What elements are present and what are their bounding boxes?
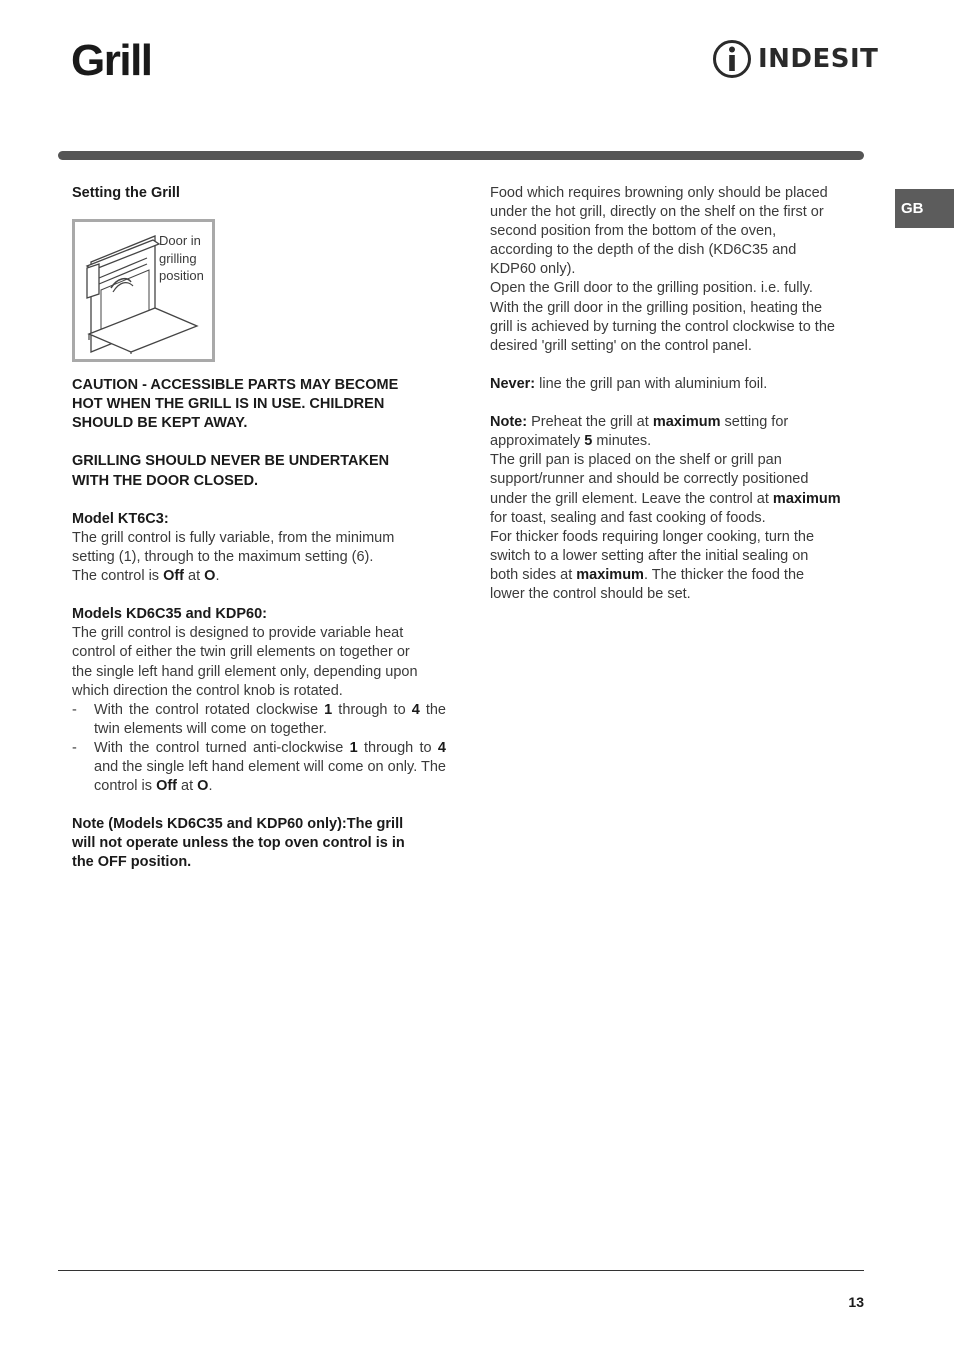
- o-label: O: [204, 568, 216, 585]
- setting-number: 4: [437, 739, 446, 756]
- preheat-note: [490, 413, 866, 432]
- preheat-note-line: [490, 432, 866, 451]
- text-span: and the single left hand element will come on only. The control is: [94, 758, 446, 795]
- models-note: [72, 815, 446, 872]
- never-label: Never:: [490, 375, 536, 392]
- text-span: .: [208, 778, 213, 795]
- maximum-label: maximum: [576, 566, 644, 583]
- note-label: Note:: [490, 414, 528, 431]
- figure-caption-line: Door in: [159, 233, 201, 249]
- kd-line: control of either the twin grill elements on together or: [72, 644, 410, 661]
- caution-warning: [72, 376, 446, 433]
- caution-line: CAUTION - ACCESSIBLE PARTS MAY BECOME: [72, 377, 399, 394]
- maximum-label: maximum: [652, 414, 721, 431]
- para-line: KDP60 only).: [490, 261, 576, 278]
- page-number: 13: [848, 1294, 864, 1310]
- note-line: Note (Models KD6C35 and KDP60 only):The grill: [72, 816, 404, 833]
- kd6c35-heading: Models KD6C35 and KDP60:: [72, 606, 267, 623]
- text-span: minutes.: [592, 433, 652, 450]
- text-span: The control is: [72, 568, 164, 585]
- kt6c3-control-line: [72, 567, 446, 586]
- grilling-warning: [72, 452, 446, 490]
- text-span: through to: [357, 739, 438, 756]
- para-line: according to the depth of the dish (KD6C35 and: [490, 242, 797, 259]
- caution-line: SHOULD BE KEPT AWAY.: [72, 415, 248, 432]
- pan-line: The grill pan is placed on the shelf or grill pan: [490, 452, 782, 469]
- left-column: [72, 184, 446, 873]
- list-item: [72, 739, 446, 796]
- kt6c3-line: setting (1), through to the maximum setting (6).: [72, 548, 374, 565]
- kd-line: the single left hand grill element only, depending upon: [72, 663, 418, 680]
- kt6c3-line: The grill control is fully variable, from the minimum: [72, 529, 395, 546]
- off-label: Off: [156, 778, 177, 795]
- text-span: under the grill element. Leave the control at: [490, 490, 773, 507]
- para-line: second position from the bottom of the oven,: [490, 223, 777, 240]
- header-divider: [58, 151, 864, 160]
- text-span: With the control turned anti-clockwise: [94, 739, 350, 756]
- text-span: With the control rotated clockwise: [94, 701, 325, 718]
- para-line: Open the Grill door to the grilling position. i.e. fully.: [490, 280, 813, 297]
- thick-line: For thicker foods requiring longer cooking, turn the: [490, 528, 815, 545]
- text-span: . The thicker the food the: [643, 566, 805, 583]
- text-span: both sides at: [490, 566, 577, 583]
- para-line: under the hot grill, directly on the shelf on the first or: [490, 204, 824, 221]
- pan-line: [490, 490, 866, 509]
- figure-caption: [159, 232, 204, 285]
- minutes-value: 5: [584, 433, 593, 450]
- para-line: grill is achieved by turning the control clockwise to the: [490, 318, 835, 335]
- text-span: through to: [332, 701, 412, 718]
- page-title: Grill: [71, 36, 152, 85]
- list-item: [72, 701, 446, 739]
- kd-line: The grill control is designed to provide variable heat: [72, 625, 404, 642]
- figure-caption-line: position: [159, 268, 204, 284]
- kd-line: which direction the control knob is rotated.: [72, 682, 343, 699]
- text-span: .: [215, 568, 220, 585]
- text-span: at: [184, 568, 205, 585]
- text-span: the twin elements will come on together.: [94, 701, 446, 737]
- figure-caption-line: grilling: [159, 250, 197, 266]
- indesit-logo-icon: [712, 38, 752, 80]
- off-label: Off: [163, 568, 185, 585]
- right-column: [490, 184, 866, 604]
- brand-logo: [712, 38, 878, 80]
- language-tab: GB: [895, 189, 954, 228]
- maximum-label: maximum: [772, 490, 841, 507]
- grilling-line: GRILLING SHOULD NEVER BE UNDERTAKEN: [72, 453, 390, 470]
- never-warning: [490, 375, 866, 394]
- setting-number: 1: [349, 739, 358, 756]
- para-line: Food which requires browning only should be placed: [490, 185, 828, 201]
- setting-number: 1: [324, 701, 333, 718]
- o-label: O: [197, 778, 209, 795]
- para-line: desired 'grill setting' on the control panel.: [490, 337, 752, 354]
- thick-line: [490, 566, 866, 585]
- footer-divider: [58, 1270, 864, 1271]
- pan-line: for toast, sealing and fast cooking of foods.: [490, 509, 766, 526]
- note-line: will not operate unless the top oven control is in: [72, 835, 405, 852]
- grill-door-figure: [72, 219, 215, 362]
- kt6c3-heading: Model KT6C3:: [72, 510, 169, 527]
- text-span: approximately: [490, 433, 585, 450]
- grilling-line: WITH THE DOOR CLOSED.: [72, 472, 259, 489]
- thick-line: switch to a lower setting after the initial sealing on: [490, 547, 809, 564]
- text-span: Preheat the grill at: [527, 414, 653, 431]
- setting-number: 4: [411, 701, 420, 718]
- para-line: With the grill door in the grilling position, heating the: [490, 299, 823, 316]
- pan-line: support/runner and should be correctly positioned: [490, 471, 809, 488]
- thick-line: lower the control should be set.: [490, 585, 691, 602]
- text-span: at: [177, 778, 198, 795]
- caution-line: HOT WHEN THE GRILL IS IN USE. CHILDREN: [72, 396, 385, 413]
- text-span: line the grill pan with aluminium foil.: [535, 375, 768, 392]
- control-direction-list: [72, 701, 446, 796]
- note-line: the OFF position.: [72, 854, 192, 871]
- text-span: setting for: [720, 414, 789, 431]
- brand-wordmark: INDESIT: [758, 44, 879, 74]
- setting-grill-heading: Setting the Grill: [72, 185, 180, 201]
